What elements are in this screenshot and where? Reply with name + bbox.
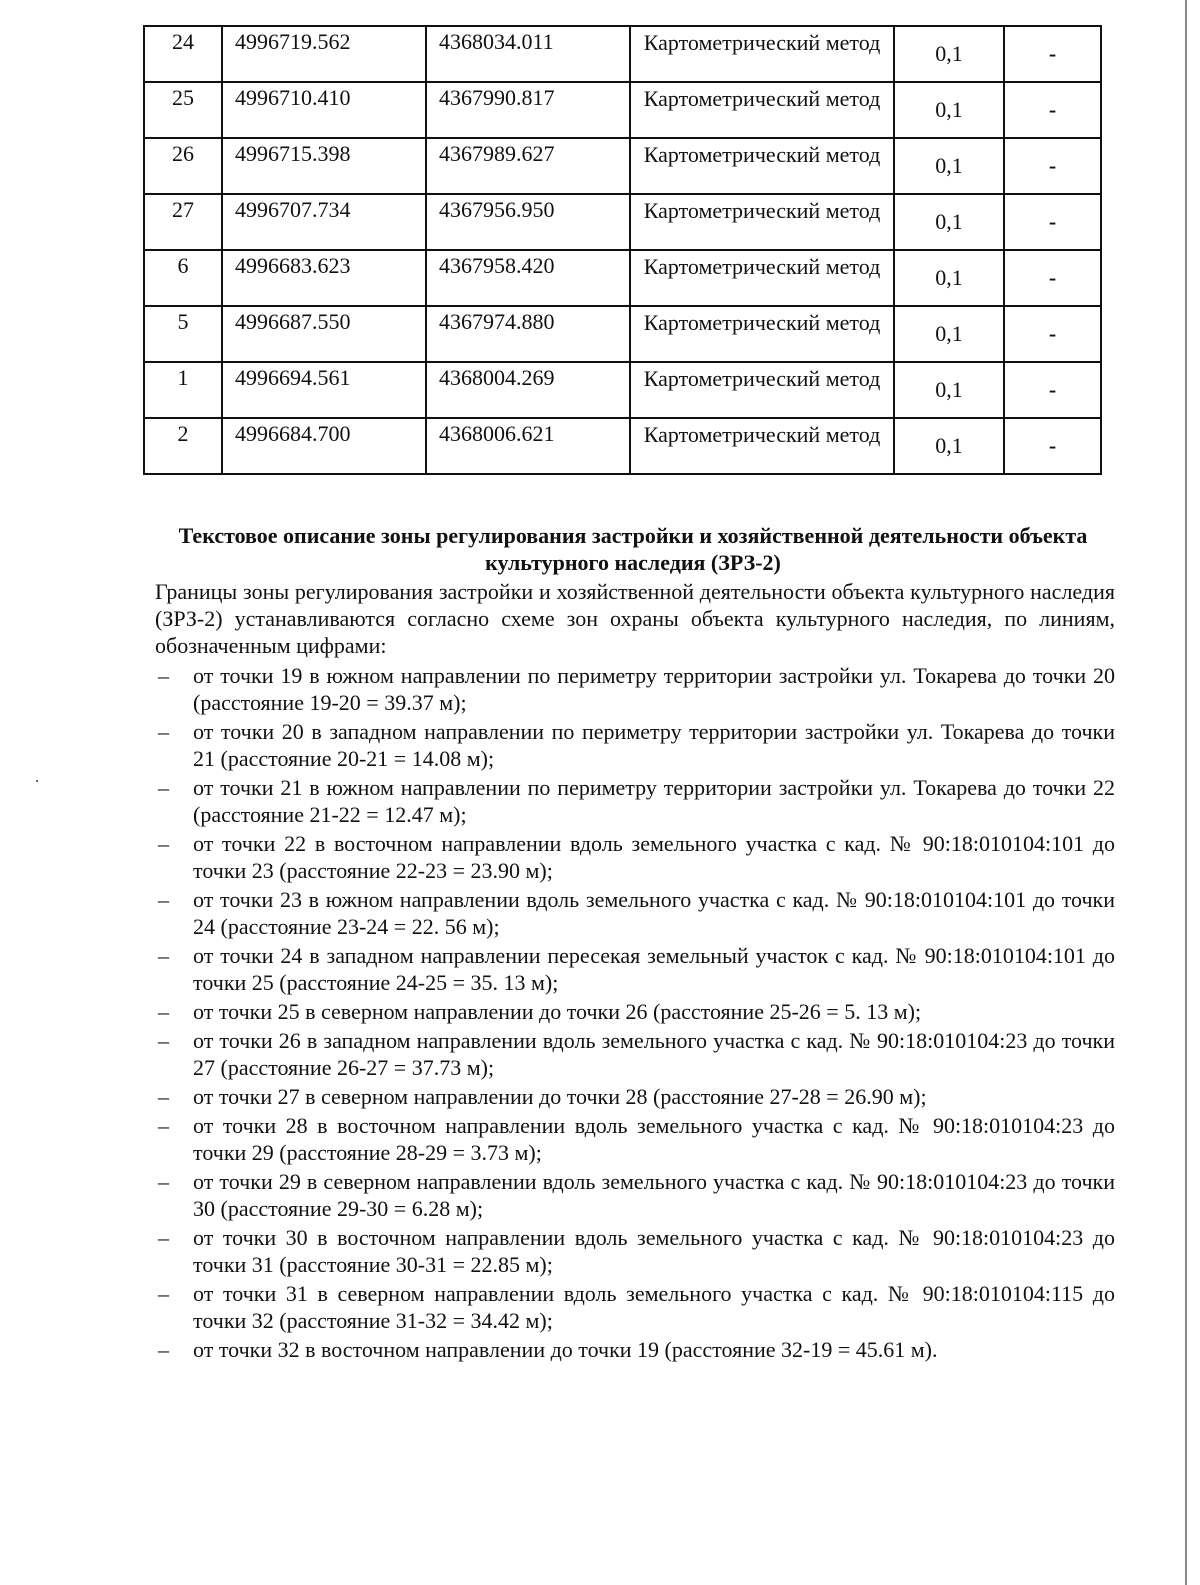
- note-cell: -: [1004, 418, 1101, 474]
- y-coordinate-cell: 4368006.621: [426, 418, 630, 474]
- bullet-dash: –: [158, 999, 169, 1024]
- accuracy-cell: 0,1: [894, 306, 1004, 362]
- scan-edge-line: [1185, 0, 1187, 1585]
- list-item: [155, 1336, 1115, 1363]
- y-coordinate-cell: 4368004.269: [426, 362, 630, 418]
- list-item-text: от точки 28 в восточном направлении вдоль земельного участка с кад. № 90:18:010104:23 до точки 29 (расстояние 28-29 = 3.73 м);: [193, 1113, 1115, 1165]
- table-row: [144, 306, 1101, 362]
- table-row: [144, 26, 1101, 82]
- boundary-description-list: [155, 662, 1115, 1365]
- list-item: [155, 774, 1115, 828]
- coordinates-table: [143, 25, 1102, 475]
- bullet-dash: –: [158, 1028, 169, 1053]
- point-number-cell: 24: [144, 26, 222, 82]
- note-cell: -: [1004, 306, 1101, 362]
- note-cell: -: [1004, 250, 1101, 306]
- accuracy-cell: 0,1: [894, 82, 1004, 138]
- method-cell: Картометрический метод: [630, 306, 894, 362]
- method-cell: Картометрический метод: [630, 362, 894, 418]
- list-item: [155, 1168, 1115, 1222]
- list-item: [155, 1083, 1115, 1110]
- x-coordinate-cell: 4996684.700: [222, 418, 426, 474]
- y-coordinate-cell: 4367956.950: [426, 194, 630, 250]
- method-cell: Картометрический метод: [630, 26, 894, 82]
- list-item: [155, 1224, 1115, 1278]
- point-number-cell: 1: [144, 362, 222, 418]
- point-number-cell: 25: [144, 82, 222, 138]
- method-cell: Картометрический метод: [630, 250, 894, 306]
- point-number-cell: 27: [144, 194, 222, 250]
- y-coordinate-cell: 4367974.880: [426, 306, 630, 362]
- table-row: [144, 138, 1101, 194]
- note-cell: -: [1004, 138, 1101, 194]
- x-coordinate-cell: 4996687.550: [222, 306, 426, 362]
- y-coordinate-cell: 4368034.011: [426, 26, 630, 82]
- point-number-cell: 26: [144, 138, 222, 194]
- list-item-text: от точки 27 в северном направлении до точки 28 (расстояние 27-28 = 26.90 м);: [193, 1084, 927, 1109]
- list-item: [155, 718, 1115, 772]
- point-number-cell: 6: [144, 250, 222, 306]
- method-cell: Картометрический метод: [630, 82, 894, 138]
- list-item-text: от точки 21 в южном направлении по периметру территории застройки ул. Токарева до точки 22 (расстояние 21-22 = 12.47 м);: [193, 775, 1115, 827]
- list-item-text: от точки 31 в северном направлении вдоль земельного участка с кад. № 90:18:010104:115 до точки 32 (расстояние 31-32 = 34.42 м);: [193, 1281, 1115, 1333]
- list-item: [155, 942, 1115, 996]
- list-item-text: от точки 32 в восточном направлении до точки 19 (расстояние 32-19 = 45.61 м).: [193, 1337, 938, 1362]
- bullet-dash: –: [158, 1113, 169, 1138]
- bullet-dash: –: [158, 1337, 169, 1362]
- accuracy-cell: 0,1: [894, 362, 1004, 418]
- note-cell: -: [1004, 194, 1101, 250]
- list-item: [155, 1112, 1115, 1166]
- bullet-dash: –: [158, 831, 169, 856]
- bullet-dash: –: [158, 1084, 169, 1109]
- list-item: [155, 886, 1115, 940]
- x-coordinate-cell: 4996694.561: [222, 362, 426, 418]
- list-item-text: от точки 23 в южном направлении вдоль земельного участка с кад. № 90:18:010104:101 до точки 24 (расстояние 23-24 = 22. 56 м);: [193, 887, 1115, 939]
- y-coordinate-cell: 4367990.817: [426, 82, 630, 138]
- list-item: [155, 1027, 1115, 1081]
- list-item-text: от точки 20 в западном направлении по периметру территории застройки ул. Токарева до точки 21 (расстояние 20-21 = 14.08 м);: [193, 719, 1115, 771]
- y-coordinate-cell: 4367989.627: [426, 138, 630, 194]
- table-row: [144, 250, 1101, 306]
- x-coordinate-cell: 4996719.562: [222, 26, 426, 82]
- method-cell: Картометрический метод: [630, 418, 894, 474]
- accuracy-cell: 0,1: [894, 418, 1004, 474]
- table-row: [144, 418, 1101, 474]
- table-row: [144, 194, 1101, 250]
- x-coordinate-cell: 4996715.398: [222, 138, 426, 194]
- coordinates-table-body: [144, 26, 1101, 474]
- accuracy-cell: 0,1: [894, 26, 1004, 82]
- section-heading: Текстовое описание зоны регулирования застройки и хозяйственной деятельности объекта культурного наследия (ЗРЗ-2): [178, 523, 1088, 575]
- list-item: [155, 662, 1115, 716]
- list-item-text: от точки 26 в западном направлении вдоль земельного участка с кад. № 90:18:010104:23 до точки 27 (расстояние 26-27 = 37.73 м);: [193, 1028, 1115, 1080]
- accuracy-cell: 0,1: [894, 250, 1004, 306]
- accuracy-cell: 0,1: [894, 138, 1004, 194]
- bullet-dash: –: [158, 1169, 169, 1194]
- note-cell: -: [1004, 82, 1101, 138]
- note-cell: -: [1004, 26, 1101, 82]
- y-coordinate-cell: 4367958.420: [426, 250, 630, 306]
- list-item: [155, 830, 1115, 884]
- bullet-dash: –: [158, 943, 169, 968]
- note-cell: -: [1004, 362, 1101, 418]
- list-item-text: от точки 19 в южном направлении по периметру территории застройки ул. Токарева до точки 20 (расстояние 19-20 = 39.37 м);: [193, 663, 1115, 715]
- section-intro: Границы зоны регулирования застройки и хозяйственной деятельности объекта культурного наследия (ЗРЗ-2) устанавливаются согласно схеме зон охраны объекта культурного наследия, по линиям, обозначенным цифрами:: [155, 579, 1115, 658]
- list-item-text: от точки 30 в восточном направлении вдоль земельного участка с кад. № 90:18:010104:23 до точки 31 (расстояние 30-31 = 22.85 м);: [193, 1225, 1115, 1277]
- bullet-dash: –: [158, 1225, 169, 1250]
- method-cell: Картометрический метод: [630, 194, 894, 250]
- list-item: [155, 1280, 1115, 1334]
- list-item: [155, 998, 1115, 1025]
- table-row: [144, 82, 1101, 138]
- bullet-dash: –: [158, 1281, 169, 1306]
- table-row: [144, 362, 1101, 418]
- bullet-dash: –: [158, 663, 169, 688]
- method-cell: Картометрический метод: [630, 138, 894, 194]
- bullet-dash: –: [158, 887, 169, 912]
- bullet-dash: –: [158, 775, 169, 800]
- list-item-text: от точки 29 в северном направлении вдоль земельного участка с кад. № 90:18:010104:23 до точки 30 (расстояние 29-30 = 6.28 м);: [193, 1169, 1115, 1221]
- x-coordinate-cell: 4996710.410: [222, 82, 426, 138]
- x-coordinate-cell: 4996683.623: [222, 250, 426, 306]
- bullet-dash: –: [158, 719, 169, 744]
- scan-speck: [36, 780, 38, 782]
- point-number-cell: 5: [144, 306, 222, 362]
- list-item-text: от точки 24 в западном направлении пересекая земельный участок с кад. № 90:18:010104:101 до точки 25 (расстояние 24-25 = 35. 13 м);: [193, 943, 1115, 995]
- point-number-cell: 2: [144, 418, 222, 474]
- list-item-text: от точки 22 в восточном направлении вдоль земельного участка с кад. № 90:18:010104:101 до точки 23 (расстояние 22-23 = 23.90 м);: [193, 831, 1115, 883]
- x-coordinate-cell: 4996707.734: [222, 194, 426, 250]
- accuracy-cell: 0,1: [894, 194, 1004, 250]
- list-item-text: от точки 25 в северном направлении до точки 26 (расстояние 25-26 = 5. 13 м);: [193, 999, 922, 1024]
